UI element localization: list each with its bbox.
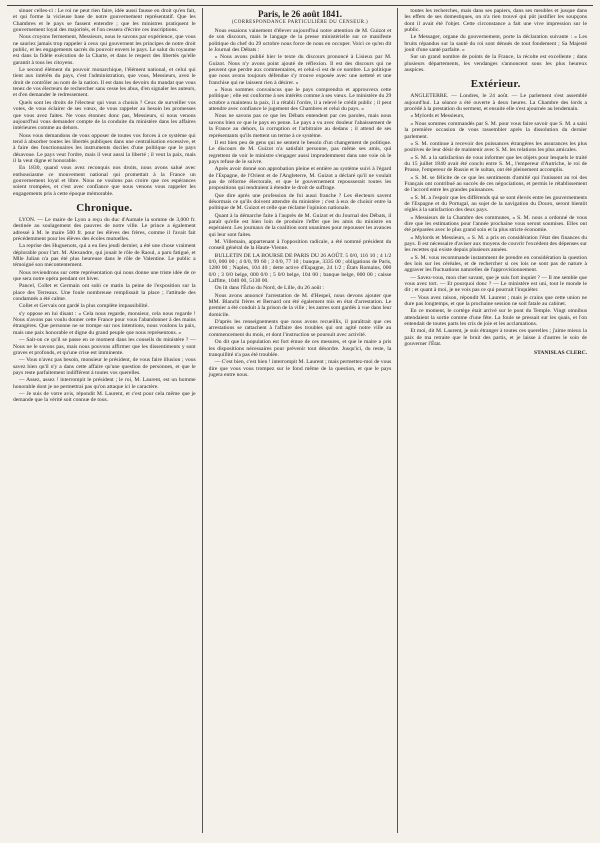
article-paragraph: Quels sont les droits de l'électeur qui vous a choisis ? Ceux de surveiller vos votes, de vous éclairer de ses vœux, de vous rappeler au besoin les promesses que vous avez faites. Ne vous étonnez donc pas, Messieurs, si nous venons aujourd'hui vous demander compte de la conduite du ministère dans les affaires intérieures comme au dehors. xyxy=(13,99,196,132)
article-paragraph: — Je suis de votre avis, répondit M. Laurent, et c'est pour cela même que je demande que la vérité soit connue de tous. xyxy=(13,390,196,404)
article-paragraph: — C'est bien, c'est bien ! interrompit M. Laurent ; mais permettez-moi de vous dire que vous vous trompez sur le fond même de la question, et que le pays jugera entre nous. xyxy=(208,359,392,378)
article-paragraph: Nous reviendrons sur cette représentation qui nous donne une triste idée de ce que sera notre opéra pendant cet hiver. xyxy=(13,269,196,283)
article-paragraph: Nous ne savons pas ce que les Débats entendent par ces paroles, mais nous savons bien ce que le pays en pense. Le pays a vu avec douleur l'abaissement de la France au dehors, la corruption et l'arbitraire au dedans ; il attend de ses représentants qu'ils mettent un terme à ce système. xyxy=(208,113,392,139)
article-paragraph: Et moi, dit M. Laurent, je suis étranger à toutes ces querelles ; j'aime mieux la paix de ma retraite que le bruit des partis, et je laisse à d'autres le soin de gouverner l'État. xyxy=(404,328,588,348)
article-paragraph: s'y oppose en lui disant : « Cela nous regarde, monsieur, cela nous regarde ! Nous n'avons pas voulu donner cette France pour vous l'abandonner à des mains étrangères. Que personne ne se trompe sur nos intentions, nous voulons la paix, mais une paix honorable et digne du grand peuple que nous représentons. » xyxy=(13,310,196,336)
article-paragraph: « Nous avons publié hier le texte du discours prononcé à Lisieux par M. Guizot. Nous n'y avons point ajouté de réflexion. Il est des discours qui ne peuvent que perdre aux commentaires, et celui-ci est de ce nombre. La politique que nous avons toujours défendue s'y trouve exposée avec une netteté et une franchise qui ne laissent rien à désirer. » xyxy=(208,54,392,86)
article-paragraph: « S. M. continue à recevoir des puissances étrangères les assurances les plus positives de leur désir de maintenir avec S. M. les relations les plus amicales. xyxy=(404,140,588,154)
article-paragraph: Nous avons annoncé l'arrestation de M. d'Hespel, nous devons ajouter que MM. Blanchi frères et Bernard ont été également mis en état d'arrestation. Le premier a été conduit à la prison de la ville ; les autres sont gardés à vue dans leur domicile. xyxy=(208,292,392,318)
column-3 xyxy=(397,8,593,833)
article-paragraph: D'après les renseignements que nous avons recueillis, il paraîtrait que ces arrestations se rattachent à l'affaire des troubles qui ont agité notre ville au commencement du mois, et dont l'instruction se poursuit avec activité. xyxy=(208,319,392,338)
dateline-subtitle: (CORRESPONDANCE PARTICULIÈRE DU CENSEUR.) xyxy=(231,20,369,25)
article-paragraph: ANGLETERRE. — Londres, le 24 août. — Le parlement s'est assemblé aujourd'hui. La séance a été ouverte à deux heures. La Chambre des lords a procédé à la prestation du serment, et ensuite elle s'est ajournée au lendemain. xyxy=(404,93,588,113)
article-paragraph: « Messieurs de la Chambre des communes, « S. M. nous a ordonné de vous dire que les estimations pour l'année prochaine vous seront soumises. Elles ont été préparées avec le plus grand soin et la plus stricte économie. xyxy=(404,214,588,234)
article-paragraph: « Nous sommes convaincus que le pays comprendra et approuvera cette politique ; elle est conforme à ses intérêts comme à ses vœux. Le ministère du 29 octobre a maintenu la paix, il a rétabli l'ordre, il a relevé le crédit public ; il peut attendre avec confiance le jugement des Chambres et celui du pays. » xyxy=(208,87,392,113)
article-paragraph: Le second élément du pouvoir monarchique, l'élément national, et celui qui tient aux intérêts du pays, c'est l'administration, que vous, Messieurs, avez le droit de contrôler au nom de la nation. Il est dans les devoirs du mandat que vous tenez de vos électeurs de rechercher sans cesse les abus, d'en signaler les auteurs, et d'en demander le redressement. xyxy=(13,67,196,99)
article-paragraph: BULLETIN DE LA BOURSE DE PARIS DU 26 AOÛT. 5 0/0, 116 10 ; 4 1/2 0/0, 000 00 ; 4 0/0, 99 60 ; 3 0/0, 77 10 ; banque, 3335 00 ; obligations de Paris, 1280 00 ; Naples, 104 40 ; dette active d'Espagne, 24 1/2 ; États Romains, 000 0/0 ; 3 0/0 belge, 000 0/0 ; 5 0/0 belge, 104 00 ; banque belge, 000 00 ; caisse Laffitte, 1040 00, 5130 00. xyxy=(208,252,392,285)
article-paragraph: — Savez-vous, mon cher savant, que je suis fort inquiet ? — Il me semble que vous avez tort. — Et pourquoi donc ? — Le ministère est uni, tout le monde le dit ; et quant à moi, je ne vois pas ce qui pourrait l'inquiéter. xyxy=(404,274,588,294)
article-paragraph: Pancel, Collet et Germain ont subi ce matin la peine de l'exposition sur la place des Terreaux. Une foule nombreuse remplissait la place ; l'attitude des condamnés a été calme. xyxy=(13,283,196,303)
article-paragraph: Après avoir donné son approbation pleine et entière au système suivi à l'égard de l'Espagne, de l'Orient et de l'Angleterre, M. Guizot a déclaré qu'il ne voulait pas de réforme électorale, et que le gouvernement repousserait toutes les propositions qui tendraient à étendre le droit de suffrage. xyxy=(208,166,392,192)
article-paragraph: Que dire après une profession de foi aussi franche ? Les électeurs savent désormais ce qu'ils doivent attendre du ministère ; c'est à eux de choisir entre la politique de M. Guizot et celle que réclame l'opinion nationale. xyxy=(208,192,392,212)
article-paragraph: En 1830, quand vous avez reconquis nos droits, nous avons salué avec enthousiasme ce mouvement national qui promettait à la France un gouvernement loyal et libre. Nous ne voulons pas croire que ces espérances soient trompées, et c'est avec confiance que nous venons vous rappeler les engagements pris à cette époque mémorable. xyxy=(13,165,196,197)
top-rule xyxy=(7,5,593,6)
column-1 xyxy=(7,8,202,833)
article-paragraph: — Assez, assez ! interrompit le président ; le roi, M. Laurent, est un homme honorable dont je ne permettrai pas qu'on attaque ici le caractère. xyxy=(13,377,196,390)
section-heading: Extérieur. xyxy=(470,78,521,91)
article-paragraph: — Sait-on ce qu'il se passe en ce moment dans les conseils du ministère ? — Nous ne le savons pas, mais nous pouvons affirmer que les dissentiments y sont graves et profonds, et qu'une crise est imminente. xyxy=(13,337,196,356)
article-paragraph: En ce moment, le cortège était arrivé sur le pont du Temple. Vingt omnibus attendaient la sortie comme d'une fête. La foule se pressait sur les quais, et l'on entendait de toutes parts les cris de joie et les acclamations. xyxy=(404,308,588,328)
article-paragraph: Nous vous demandons de vous opposer de toutes vos forces à ce système qui tend à absorber toutes les libertés publiques dans une centralisation excessive, et à faire des fonctionnaires les instruments dociles d'une politique que le pays désavoue. Le pays veut l'ordre, mais il veut aussi la liberté ; il veut la paix, mais il la veut digne et honorable. xyxy=(13,132,196,164)
article-paragraph: « S. M. a l'espoir que les différends qui se sont élevés entre les gouvernements de l'Espagne et du Portugal, au sujet de la navigation du Douro, seront bientôt réglés à la satisfaction des deux pays. xyxy=(404,194,588,214)
article-paragraph: Nous croyons fermement, Messieurs, nous le savons par expérience, que vous ne sauriez jamais trop rappeler à ceux qui gouvernent les principes de notre droit public, et les engagements sacrés du pouvoir envers le pays. Le salut du royaume est dans la fidèle exécution de la Charte, et dans le respect des libertés qu'elle garantit à tous les citoyens. xyxy=(13,34,196,66)
article-paragraph: Le Messager, organe du gouvernement, porte la déclaration suivante : « Les bruits répandus sur la santé du roi sont dénués de tout fondement ; Sa Majesté jouit d'une santé parfaite. » xyxy=(404,34,588,54)
dateline: Paris, le 26 août 1841. xyxy=(258,9,342,19)
article-paragraph: — Vous n'avez pas besoin, monsieur le président, de vous faire illusion ; vous savez bien qu'il n'y a dans cette affaire qu'une question de personnes, et que le pays reste parfaitement indifférent à toutes vos querelles. xyxy=(13,357,196,376)
article-paragraph: Sur un grand nombre de points de la France, la récolte est excellente ; dans plusieurs départements, les vendanges s'annoncent sous les plus heureux auspices. xyxy=(404,54,588,74)
article-paragraph: Il est bien peu de gens qui ne sentent le besoin d'un changement de politique. Le discours de M. Guizot n'a satisfait personne, pas même ses amis, qui regrettent de voir le ministre s'engager aussi imprudemment dans une voie où le pays refuse de le suivre. xyxy=(208,139,392,165)
author-signature: STANISLAS CLERC. xyxy=(533,349,588,356)
article-paragraph: La reprise des Huguenots, qui a eu lieu jeudi dernier, a été une chose vraiment déplorable pour l'art. M. Alexandre, qui jouait le rôle de Raoul, a paru fatigué, et Mlle Julian n'a pas été plus heureuse dans le rôle de Valentine. Le public a témoigné son mécontentement. xyxy=(13,243,196,269)
newspaper-page xyxy=(7,5,593,833)
article-paragraph: sinuer celles-ci : Le roi ne peut rien faire, idée aussi fausse en droit qu'en fait, et qui forme la vicieuse base de notre gouvernement représentatif. Que les Chambres et le pays se fassent entendre ; que les ministres pratiquent le gouvernement loyal des majorités, et l'on cessera d'écrire ces inscriptions. xyxy=(13,8,196,34)
article-paragraph: Quant à la démarche faite à l'auprès de M. Guizot et du Journal des Débats, il paraît qu'elle est bien loin de produire l'effet que les amis du ministre en espéraient. Les journaux de la coalition sont unanimes pour repousser les avances qui leur sont faites. xyxy=(208,212,392,238)
article-paragraph: « S. M. se félicite de ce que les sentiments d'amitié qui l'unissent au roi des Français ont contribué au succès de ces négociations, et permis le rétablissement de l'accord entre les grandes puissances. xyxy=(404,174,588,194)
section-heading: Chronique. xyxy=(76,201,133,214)
article-paragraph: LYON. — Le maire de Lyon a reçu du duc d'Aumale la somme de 3,000 fr. destinée au soulagement des pauvres de notre ville. Le prince a également adressé à M. le maire 500 fr. pour les élèves des frères, comme il l'avait fait précédemment pour les élèves des écoles mutuelles. xyxy=(13,216,196,242)
article-paragraph: « S. M. a la satisfaction de vous informer que les objets pour lesquels le traité du 15 juillet 1840 avait été conclu entre S. M., l'empereur d'Autriche, le roi de Prusse, l'empereur de Russie et le sultan, ont été pleinement accomplis. xyxy=(404,154,588,174)
article-paragraph: « Mylords et Messieurs, xyxy=(410,113,465,120)
article-paragraph: « S. M. vous recommande instamment de prendre en considération la question des lois sur les céréales, et de rechercher si ces lois ne sont pas de nature à aggraver les fluctuations naturelles de l'approvisionnement. xyxy=(404,254,588,274)
article-paragraph: On lit dans l'Écho du Nord, de Lille, du 26 août : xyxy=(214,285,324,292)
article-paragraph: toutes les recherches, mais dans ses papiers, dans ses meubles et jusque dans les effets de ses domestiques, on n'a rien trouvé qui pût justifier les soupçons dont il avait été l'objet. Cette circonstance a fait une vive impression sur le public. xyxy=(404,8,588,34)
article-paragraph: Collet et Gervais ont gardé la plus complète impassibilité. xyxy=(19,303,149,310)
columns xyxy=(7,8,593,833)
article-paragraph: Nous essaions vainement d'élever aujourd'hui notre attention de M. Guizot et de son discours, mais le langage de la presse ministérielle sur ce manifeste politique du chef du 29 octobre nous force de nous en occuper. Voici ce qu'en dit le Journal des Débats : xyxy=(208,28,392,54)
article-paragraph: « Nous sommes commandés par S. M. pour vous faire savoir que S. M. a saisi la première occasion de vous rassembler après la dissolution du dernier parlement. xyxy=(404,120,588,140)
article-paragraph: On dit que la population est fort émue de ces mesures, et que le maire a pris les dispositions nécessaires pour prévenir tout désordre. Jusqu'ici, du reste, la tranquillité n'a pas été troublée. xyxy=(208,339,392,358)
article-paragraph: — Vous avez raison, répondit M. Laurent ; mais je crains que cette union ne dure pas longtemps, et que la prochaine session ne soit fatale au cabinet. xyxy=(404,294,588,308)
column-2 xyxy=(202,8,398,833)
article-paragraph: M. Villemain, appartenant à l'opposition radicale, a été nommé président du conseil général de la Haute-Vienne. xyxy=(208,239,392,252)
article-paragraph: « Mylords et Messieurs, « S. M. a pris en considération l'état des finances du pays. Il est nécessaire d'aviser aux moyens de couvrir l'excédent des dépenses sur les recettes qui existe depuis plusieurs années. xyxy=(404,234,588,254)
